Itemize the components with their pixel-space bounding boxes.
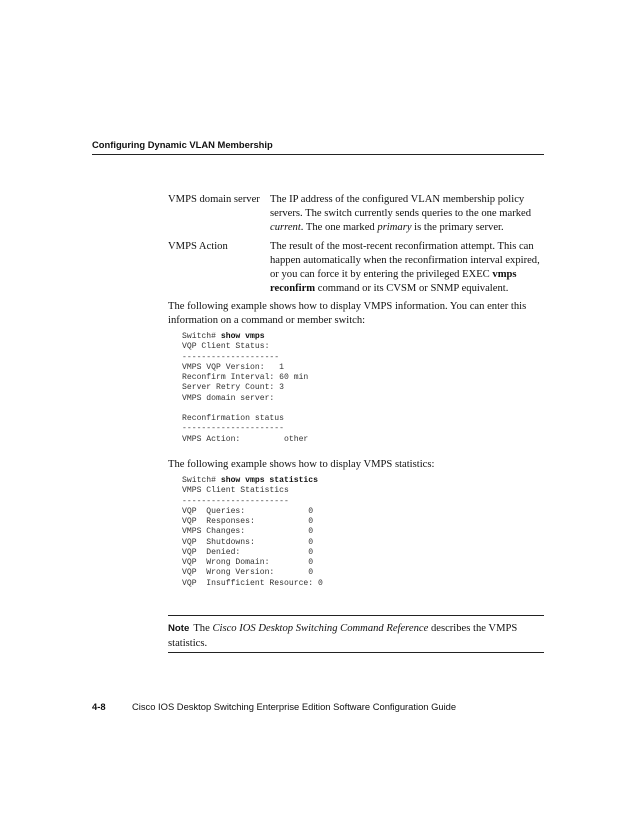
code-show-vmps-statistics: Switch# show vmps statistics VMPS Client Statistics ---------------------- VQP Queries: 0 VQP Responses: 0 VMPS Changes: 0 VQP Shutdowns: 0 VQP Denied: 0 VQP Wrong Domain: 0 VQP Wrong Version: 0 VQP Insufficient Resource: 0 <box>182 476 323 588</box>
footer-title: Cisco IOS Desktop Switching Enterprise Edition Software Configuration Guide <box>132 701 457 712</box>
page-number: 4-8 <box>92 701 106 712</box>
definition-vmps-domain-server: The IP address of the configured VLAN membership policy servers. The switch currently sends queries to the one marked current. The one marked primary is the primary server. <box>270 194 532 233</box>
note-label: Note <box>168 623 190 634</box>
header-rule <box>92 154 544 155</box>
command-show-vmps: show vmps <box>220 332 265 341</box>
command-show-vmps-statistics: show vmps statistics <box>220 476 319 485</box>
term-vmps-domain-server: VMPS domain server <box>168 194 260 205</box>
note-top-rule <box>168 615 544 616</box>
definition-vmps-action: The result of the most-recent reconfirmation attempt. This can happen automatically when the reconfirmation interval expired, or you can force it by entering the privileged EXEC vmps reconfirm command or its CVSM or SNMP equivalent. <box>270 241 540 294</box>
code-show-vmps: Switch# show vmps VQP Client Status: -------------------- VMPS VQP Version: 1 Reconfirm Interval: 60 min Server Retry Count: 3 VMPS domain server: Reconfirmation status --------------------- VMPS Action: other <box>182 332 309 444</box>
running-header: Configuring Dynamic VLAN Membership <box>92 139 273 150</box>
note-block: Note The Cisco IOS Desktop Switching Command Reference describes the VMPS statistics. <box>168 623 518 649</box>
paragraph-vmps-info: The following example shows how to display VMPS information. You can enter this information on a command or member switch: <box>168 301 527 326</box>
note-bottom-rule <box>168 652 544 653</box>
paragraph-vmps-statistics: The following example shows how to display VMPS statistics: <box>168 459 435 470</box>
term-vmps-action: VMPS Action <box>168 241 228 252</box>
